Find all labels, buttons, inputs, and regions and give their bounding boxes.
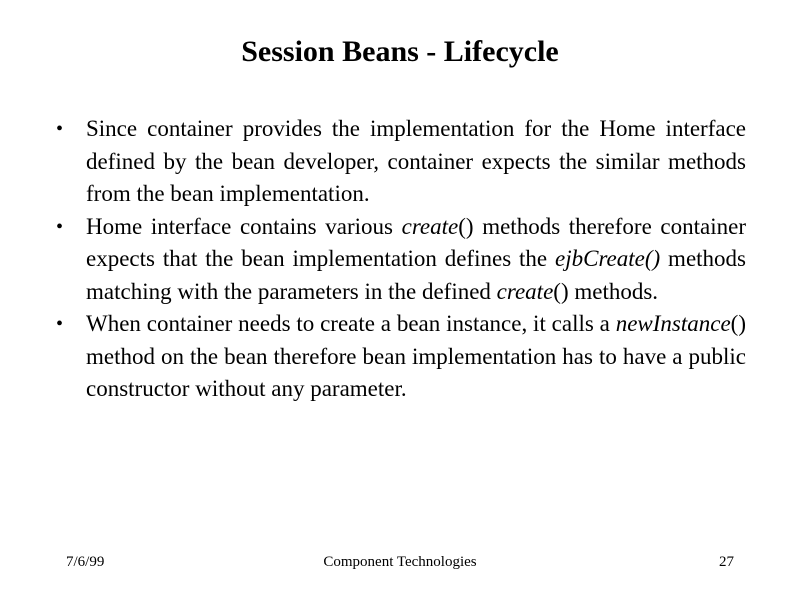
bullet-text: methods matching with the parameters in the defined bbox=[86, 246, 746, 304]
bullet-text: Since container provides the implementation for the Home interface defined by the bean developer, container expects the similar methods from the bean implementation. bbox=[86, 116, 746, 206]
footer-title: Component Technologies bbox=[323, 554, 477, 570]
method-name: ejbCreate() bbox=[555, 246, 661, 271]
slide-title: Session Beans - Lifecycle bbox=[241, 35, 559, 68]
bullet-text: () method on the bean therefore bean implementation has to have a public constructor without any parameter. bbox=[86, 311, 746, 401]
bullet-dot-icon: • bbox=[56, 313, 64, 335]
bullet-text: () methods therefore container expects that the bean implementation defines the bbox=[86, 213, 746, 271]
bullet-item bbox=[56, 308, 746, 406]
method-name: create bbox=[496, 278, 554, 304]
bullet-dot-icon: • bbox=[56, 215, 64, 238]
bullet-text: Home interface contains various bbox=[86, 213, 402, 239]
bullet-dot-icon: • bbox=[56, 118, 64, 140]
bullet-item bbox=[56, 211, 746, 309]
bullet-text: When container needs to create a bean instance, it calls a bbox=[86, 311, 616, 336]
footer-date: 7/6/99 bbox=[66, 554, 105, 570]
method-name: create bbox=[401, 213, 459, 239]
bullet-item bbox=[56, 113, 746, 211]
bullet-text: () methods. bbox=[553, 278, 659, 304]
page-number: 27 bbox=[719, 554, 734, 570]
bullet-list bbox=[56, 113, 746, 406]
method-name: newInstance bbox=[615, 311, 731, 336]
